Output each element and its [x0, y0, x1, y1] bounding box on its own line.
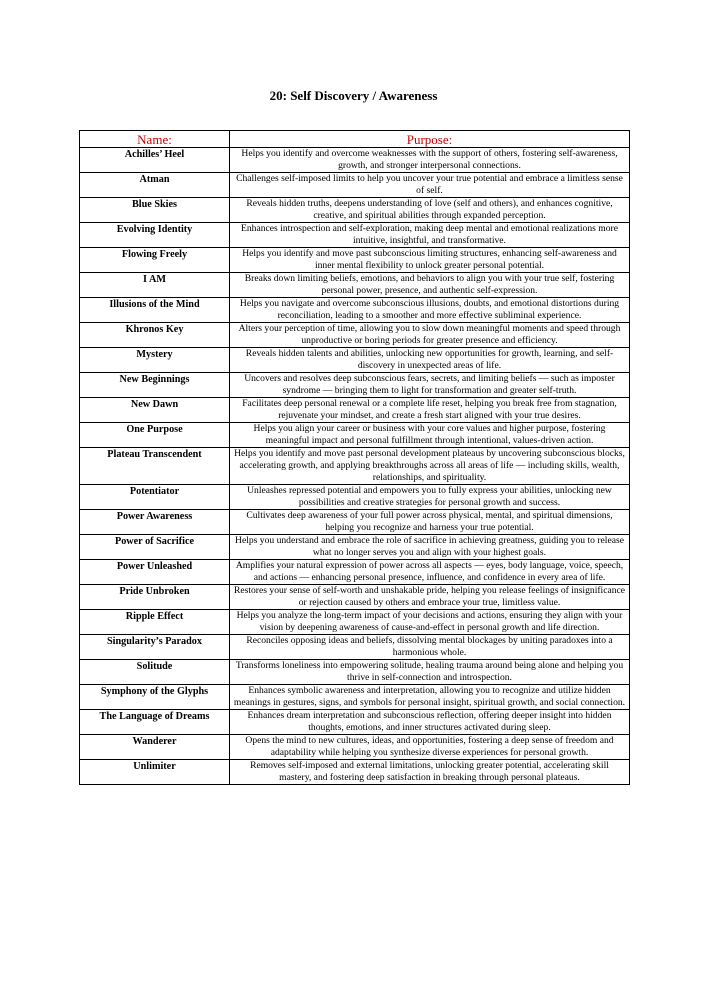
table-row [80, 535, 630, 560]
row-name: Wanderer [80, 735, 230, 760]
table-row [80, 423, 630, 448]
row-name: New Beginnings [80, 373, 230, 398]
row-purpose: Cultivates deep awareness of your full power across physical, mental, and spiritual dimensions, helping you recognize and harness your true potential. [230, 510, 630, 535]
table-row [80, 660, 630, 685]
row-name: Achilles’ Heel [80, 148, 230, 173]
row-purpose: Enhances introspection and self-exploration, making deep mental and emotional realizations more intuitive, insightful, and transformative. [230, 223, 630, 248]
table-row [80, 710, 630, 735]
table-header-row [80, 131, 630, 148]
row-name: Flowing Freely [80, 248, 230, 273]
row-name: Mystery [80, 348, 230, 373]
table-row [80, 585, 630, 610]
catalog-table [79, 130, 630, 785]
row-purpose: Opens the mind to new cultures, ideas, and opportunities, fostering a deep sense of freedom and adaptability while helping you synthesize diverse experiences for personal growth. [230, 735, 630, 760]
row-purpose: Unleashes repressed potential and empowers you to fully express your abilities, unlocking new possibilities and creative strategies for personal growth and success. [230, 485, 630, 510]
header-name: Name: [80, 131, 230, 148]
row-name: One Purpose [80, 423, 230, 448]
row-purpose: Helps you identify and move past personal development plateaus by uncovering subconscious blocks, accelerating growth, and applying breakthroughs across all areas of life — including skills, wealth, relationships, and spirituality. [230, 448, 630, 485]
table-row [80, 348, 630, 373]
row-purpose: Removes self-imposed and external limitations, unlocking greater potential, accelerating skill mastery, and fostering deep satisfaction in breaking through personal plateaus. [230, 760, 630, 785]
row-purpose: Reveals hidden talents and abilities, unlocking new opportunities for growth, learning, and self-discovery in unexpected areas of life. [230, 348, 630, 373]
row-purpose: Enhances symbolic awareness and interpretation, allowing you to recognize and utilize hidden meanings in gestures, signs, and symbols for personal insight, spiritual growth, and social connection. [230, 685, 630, 710]
table-row [80, 198, 630, 223]
table-row [80, 373, 630, 398]
row-name: Solitude [80, 660, 230, 685]
table-row [80, 485, 630, 510]
row-name: Symphony of the Glyphs [80, 685, 230, 710]
row-name: I AM [80, 273, 230, 298]
table-row [80, 448, 630, 485]
row-name: Khronos Key [80, 323, 230, 348]
row-name: Ripple Effect [80, 610, 230, 635]
row-purpose: Helps you align your career or business with your core values and higher purpose, fostering meaningful impact and personal fulfillment through intentional, values-driven action. [230, 423, 630, 448]
row-purpose: Helps you identify and move past subconscious limiting structures, enhancing self-awareness and inner mental flexibility to unlock greater personal potential. [230, 248, 630, 273]
row-purpose: Alters your perception of time, allowing you to slow down meaningful moments and speed through unproductive or boring periods for greater presence and efficiency. [230, 323, 630, 348]
table-row [80, 635, 630, 660]
row-name: Power Awareness [80, 510, 230, 535]
row-name: Potentiator [80, 485, 230, 510]
page-title: 20: Self Discovery / Awareness [269, 88, 438, 103]
table-row [80, 248, 630, 273]
row-name: Blue Skies [80, 198, 230, 223]
row-name: Evolving Identity [80, 223, 230, 248]
table-row [80, 610, 630, 635]
table-row [80, 223, 630, 248]
row-name: Illusions of the Mind [80, 298, 230, 323]
row-name: Singularity’s Paradox [80, 635, 230, 660]
table-row [80, 685, 630, 710]
row-name: Plateau Transcendent [80, 448, 230, 485]
row-name: Power of Sacrifice [80, 535, 230, 560]
row-purpose: Enhances dream interpretation and subconscious reflection, offering deeper insight into hidden thoughts, emotions, and inner structures activated during sleep. [230, 710, 630, 735]
row-name: Atman [80, 173, 230, 198]
row-purpose: Amplifies your natural expression of power across all aspects — eyes, body language, voice, speech, and actions — enhancing personal presence, influence, and confidence in every area of life. [230, 560, 630, 585]
row-purpose: Helps you identify and overcome weaknesses with the support of others, fostering self-awareness, growth, and stronger interpersonal connections. [230, 148, 630, 173]
row-name: New Dawn [80, 398, 230, 423]
row-name: Pride Unbroken [80, 585, 230, 610]
row-name: Unlimiter [80, 760, 230, 785]
row-purpose: Reconciles opposing ideas and beliefs, dissolving mental blockages by uniting paradoxes into a harmonious whole. [230, 635, 630, 660]
row-name: Power Unleashed [80, 560, 230, 585]
table-row [80, 560, 630, 585]
table-row [80, 735, 630, 760]
row-purpose: Challenges self-imposed limits to help you uncover your true potential and embrace a limitless sense of self. [230, 173, 630, 198]
row-purpose: Restores your sense of self-worth and unshakable pride, helping you release feelings of insignificance or rejection caused by others and embrace your true, limitless value. [230, 585, 630, 610]
row-purpose: Transforms loneliness into empowering solitude, healing trauma around being alone and helping you thrive in self-connection and introspection. [230, 660, 630, 685]
row-purpose: Helps you navigate and overcome subconscious illusions, doubts, and emotional distortions during reconciliation, leading to a smoother and more effective subliminal experience. [230, 298, 630, 323]
row-name: The Language of Dreams [80, 710, 230, 735]
table-row [80, 273, 630, 298]
table-row [80, 323, 630, 348]
row-purpose: Uncovers and resolves deep subconscious fears, secrets, and limiting beliefs — such as imposter syndrome — bringing them to light for transformation and greater self-truth. [230, 373, 630, 398]
table-row [80, 298, 630, 323]
table-row [80, 148, 630, 173]
row-purpose: Reveals hidden truths, deepens understanding of love (self and others), and enhances cognitive, creative, and spiritual abilities through expanded perception. [230, 198, 630, 223]
table-row [80, 398, 630, 423]
table-row [80, 760, 630, 785]
table-row [80, 510, 630, 535]
table-row [80, 173, 630, 198]
row-purpose: Facilitates deep personal renewal or a complete life reset, helping you break free from stagnation, rejuvenate your mindset, and create a fresh start aligned with your true desires. [230, 398, 630, 423]
row-purpose: Breaks down limiting beliefs, emotions, and behaviors to align you with your true self, fostering personal power, presence, and authentic self-expression. [230, 273, 630, 298]
header-purpose: Purpose: [230, 131, 630, 148]
row-purpose: Helps you understand and embrace the role of sacrifice in achieving greatness, guiding you to release what no longer serves you and align with your highest goals. [230, 535, 630, 560]
row-purpose: Helps you analyze the long-term impact of your decisions and actions, ensuring they align with your vision by deepening awareness of cause-and-effect in personal growth and life direction. [230, 610, 630, 635]
